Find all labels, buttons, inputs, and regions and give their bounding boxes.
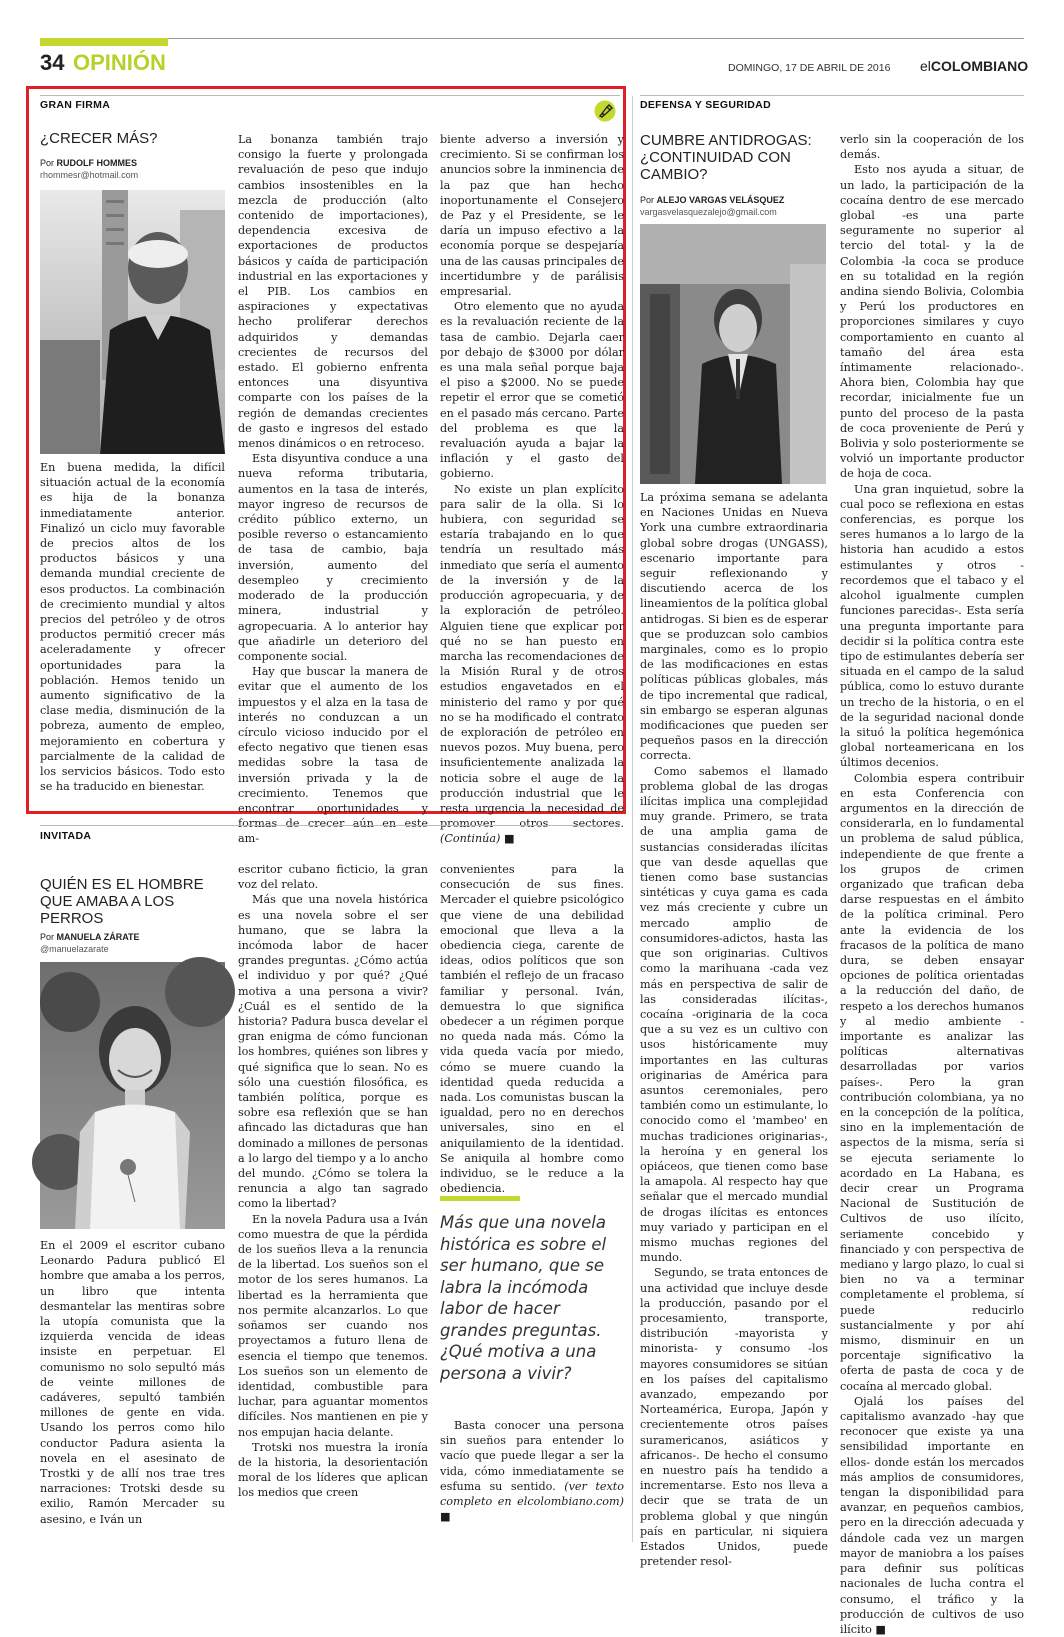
article-column-3-end xyxy=(440,1418,624,1538)
author-name: MANUELA ZÁRATE xyxy=(56,932,140,942)
section-rule xyxy=(640,95,1024,96)
section-rule xyxy=(40,95,620,96)
article-title: CUMBRE ANTIDROGAS: ¿CONTINUIDAD CON CAMBIO? xyxy=(640,132,812,183)
author-name: ALEJO VARGAS VELÁSQUEZ xyxy=(656,195,785,205)
paragraph xyxy=(440,482,624,847)
paragraph: La próxima semana se adelanta en Naciones Unidas en Nueva York una cumbre extraordinaria global sobre drogas (UNGASS), escenario importante para seguir reflexionando y discutiendo acerca de los lineamientos de la política global antidrogas. Si bien es de esperar que se produzcan solo cambios marginales, como es lo propio de las modificaciones en estas políticas públicas globales, más de tipo incremental que radical, sin embargo se esperan algunas modificaciones que pueden ser pequeños pasos en la dirección correcta. xyxy=(640,491,828,763)
full-text-link[interactable]: (ver texto completo en elcolombiano.com) xyxy=(440,1479,624,1509)
paragraph: Una gran inquietud, sobre la cual poco se reflexiona en estas conferencias, es porque los seres humanos a lo largo de la historia han acudido a estos estimulantes y otros -recordemos que el tabaco y el alcohol igualmente cumplen funciones parecidas-. Esta sería una pregunta importante para decidir si la política contra este tipo de estimulantes debería ser situada en el campo de la salud pública, como lo estuvo durante un trecho de la historia, o en el de la seguridad nacional donde la situó la política hegemónica global norteamericana en los últimos decenios. xyxy=(840,482,1024,770)
byline xyxy=(40,158,137,169)
article-column-1 xyxy=(40,460,225,808)
end-mark: ■ xyxy=(440,1510,451,1524)
masthead-prefix: el xyxy=(920,58,931,74)
author-email: vargasvelasquezalejo@gmail.com xyxy=(640,207,777,217)
paragraph: En el 2009 el escritor cubano Leonardo Padura publicó El hombre que amaba a los perros, un libro que intenta desmantelar las mentiras sobre la utopía comunista que la izquierda vencida de ideas insiste en perpetuar. El comunismo no solo sepultó más de veinte millones de cadáveres, sepultó también millones de gente en vida. Usando los perros como hilo conductor Padura asienta la novela en el asesinato de Trostki y de allí nos trae tres narraciones: Trotski desde su exilio, Ramón Mercader su asesino, e Iván un xyxy=(40,1239,225,1526)
author-photo xyxy=(40,190,225,454)
paragraph: escritor cubano ficticio, la gran voz del relato. xyxy=(238,863,428,892)
section-rule xyxy=(40,825,620,826)
masthead-name: COLOMBIANO xyxy=(930,58,1029,74)
article-title: QUIÉN ES EL HOMBRE QUE AMABA A LOS PERROS xyxy=(40,876,204,927)
author-handle: @manuelazarate xyxy=(40,944,109,954)
paragraph: Esto nos ayuda a situar, de un lado, la participación de la cocaína dentro de ese mercado global -es una parte seguramente no superior al tercio del total- y la de Colombia -la coca se produce en su totalidad en la región andina siendo Bolivia, Colombia y Perú los productores en proporciones similares y cuyo comportamiento en cuanto al tamaño del área esta íntimamente relacionado-. Ahora bien, Colombia hay que recordar, inicialmente fue un punto del proceso de la pasta de coca proveniente de Perú y Bolivia y solo posteriormente se volvió un importante productor de hoja de coca. xyxy=(840,163,1024,481)
author-name: RUDOLF HOMMES xyxy=(56,158,138,168)
article-column-3 xyxy=(440,862,624,1196)
byline-prefix: Por xyxy=(40,932,55,942)
byline xyxy=(40,932,140,943)
dateline: DOMINGO, 17 DE ABRIL DE 2016 xyxy=(728,62,891,74)
paragraph: Otro elemento que no ayuda es la revaluación reciente de la tasa de cambio. Dejarla caer por debajo de $3000 por dólar es una mala señal porque baja el piso a $2000. No se puede repetir el error que se cometió en el pasado más cercano. Parte del problema es que la revaluación ayuda a bajar la inflación y el gasto del gobierno. xyxy=(440,300,624,481)
byline xyxy=(640,195,784,206)
paragraph: convenientes para la consecución de sus fines. Mercader el quiebre psicológico que viene de una debilidad emocional que lleva a la obediencia ciega, carente de ideas, odios políticos que son también el reflejo de un fracaso familiar y personal. Iván, demuestra lo que significa obedecer a un régimen porque no queda nada más. Cómo la vida queda vacía por miedo, cómo se muere cuando la identidad queda reducida a nada. Los comunistas buscan la igualdad, pero no en derechos universales, sino en el aniquilamiento de la identidad. Se aniquila al hombre como individuo, se le reduce a la obediencia. xyxy=(440,863,624,1196)
section-label-invitada: INVITADA xyxy=(40,830,92,842)
paragraph: En buena medida, la difícil situación actual de la economía es hija de la bonanza inmediatamente anterior. Finalizó un ciclo muy favorable de precios altos de los productos básicos y una demanda mundial creciente de esos productos. La combinación de crecimiento mundial y altos precios del petróleo y de otros productos permitió crecer más aceleradamente y ofrecer oportunidades para la población. Hemos tenido un aumento significativo de la clase media, disminución de la pobreza, aumento de empleo, mejoramiento en cobertura y parcialmente de la calidad de los servicios básicos. Todo esto se ha traducido en bienestar. xyxy=(40,461,225,794)
article-column-1 xyxy=(640,490,828,1569)
end-mark: ■ xyxy=(503,832,515,846)
paragraph-text: Ojalá los países del capitalismo avanzado -hay que reconocer que existe ya una sensibilidad importante en ellos- donde están los mercados más amplios de consumidores, tengan la disponibilidad para avanzar, en pequeños cambios, pero en la dirección adecuada y dándole cada vez un margen mayor de maniobra a los países para definir sus políticas nacionales de lucha contra el consumo, el tráfico y la producción de cultivos de uso ilícito xyxy=(840,1394,1024,1636)
article-title: ¿CRECER MÁS? xyxy=(40,130,158,147)
paragraph: verlo sin la cooperación de los demás. xyxy=(840,133,1024,162)
paragraph-text: Basta conocer una persona sin sueños para entender lo vacío que puede llegar a ser la vida, cómo inmediatamente se esfuma su sentido. xyxy=(440,1419,624,1493)
masthead-logo xyxy=(920,58,1028,74)
paragraph: Esta disyuntiva conduce a una nueva reforma tributaria, aumentos en la tasa de interés, mayor ingreso de recursos de crédito público externo, un posible reverso o estancamiento de tasa de cambio, baja inversión, aumento del desempleo y crecimiento moderado de la producción minera, industrial y agropecuaria. A lo anterior hay que añadirle un deterioro del componente social. xyxy=(238,452,428,663)
paragraph: Segundo, se trata entonces de una actividad que incluye desde la producción, pasando por el procesamiento, transporte, distribución -mayorista y minorista- y consumo -los mayores consumidores se sitúan en los países del capitalismo avanzado, empezando por Norteamérica, Europa, Japón y crecientemente otros países suramericanos, asiáticos y africanos-. De hecho el consumo en nuestro país ha tendido a incrementarse. Esto nos lleva a decir que se trata de un problema global y que ningún país en particular, ni siquiera Estados Unidos, puede pretender resol- xyxy=(640,1266,828,1569)
author-photo xyxy=(640,224,826,484)
page-number: 34 xyxy=(40,50,65,75)
top-rule xyxy=(40,38,1024,39)
byline-prefix: Por xyxy=(40,158,55,168)
paragraph: Colombia espera contribuir en esta Conferencia con argumentos en la dirección de considerarla, en lo fundamental un problema de salud pública, independiente de que frente a los grupos de crimen organizado que trafican deba darse respuestas en el ámbito de la política criminal. Pero ante la evidencia de los fracasos de la política de mano dura, se deben ensayar opciones de política orientadas a la reducción del daño, de respeto a los derechos humanos y al medio ambiente -importante es analizar las políticas alternativas desarrolladas por varios países-. Pero la gran contribución colombiana, ya no en la concepción de la política, sino en la implementación de aspectos de la misma, sería si se ejecuta seriamente lo acordado en La Habana, es decir crear un Programa Nacional de Sustitución de Cultivos de uso ilícito, seriamente concebido y financiado y con perspectiva de mediano y largo plazo, lo cual si bien no va a terminar completamente el problema, sí puede reducirlo sustancialmente y por ahí mismo, disminuir en un porcentaje significativo la oferta de pasta de coca y de cocaína al mercado global. xyxy=(840,771,1024,1393)
section-color-tab xyxy=(40,38,168,46)
end-mark: ■ xyxy=(875,1622,886,1636)
author-email: rhommesr@hotmail.com xyxy=(40,170,139,180)
author-photo xyxy=(40,962,225,1229)
article-column-2 xyxy=(238,132,428,846)
byline-prefix: Por xyxy=(640,195,655,205)
pullquote-accent xyxy=(440,1196,520,1201)
section-label-gran-firma: GRAN FIRMA xyxy=(40,99,111,111)
paragraph-text: No existe un plan explícito para salir de la olla. Si lo hubiera, con seguridad se estaría trabajando en lo que tendría un resultado más inmediato que sería el aumento de la inversión y de la producción agropecuaria, y de la exploración de petróleo. Alguien tiene que explicar por qué no se han puesto en marcha las recomendaciones de la Misión Rural y de otros estudios engavetados en el ministerio del ramo y por qué no se ha modificado el contrato de exploración de petróleo en nuevos pozos. Muy buena, pero insuficientemente analizada la noticia sobre el auge de la producción industrial que le resta urgencia la necesidad de promover otros sectores. xyxy=(440,482,624,831)
paragraph: biente adverso a inversión y crecimiento. Si se confirman los anuncios sobre la inminencia de la paz que han hecho inoportunamente el Consejero de Paz y el Presidente, se le daría un impuso efectivo a la economía porque se despejaría una de las causas principales de incertidumbre y de parálisis empresarial. xyxy=(440,133,624,299)
article-column-3 xyxy=(440,132,624,846)
paragraph: Como sabemos el llamado problema global de las drogas ilícitas implica una complejidad muy grande. Primero, se trata de una amplia gama de sustancias consideradas ilícitas que van desde aquellas que tienen como base sustancias sintéticas y cuya gama es cada vez más creciente y cubre un mercado amplio de consumidores-adictos, hasta las que son originarias. Cultivos como la marihuana -cada vez más en perspectiva de salir de las consideradas ilícitas-, cocaína -originaria de la coca que a su vez es un cultivo con usos históricamente muy importantes en las culturas originarias de América para asuntos ceremoniales, pero también como un estimulante, lo conocido como el 'mambeo' en muchas tradiciones originarias-, la heroína y en general los opiáceos, que tienen como base la amapola. Al respecto hay que señalar que el mercado mundial de drogas ilícitas es entonces muy variado y participan en el mismo muchas regiones del mundo. xyxy=(640,764,828,1265)
paragraph xyxy=(440,1418,624,1524)
pen-nib-icon xyxy=(594,100,616,122)
section-title: OPINIÓN xyxy=(73,50,166,75)
article-column-1 xyxy=(40,1238,225,1538)
paragraph: La bonanza también trajo consigo la fuerte y prolongada revaluación de peso que indujo cambios insostenibles en la mezcla de producción (alto contenido de importaciones), dependencia excesiva de exportaciones de productos básicos y caída de participación industrial en las exportaciones y el PIB. Los cambios en aspiraciones y expectativas hecho proliferar derechos adquiridos y demandas crecientes de recursos del estado. El gobierno enfrenta entonces una disyuntiva comparte con los países de la región de demandas crecientes de gasto e ingresos del estado menos dinámicos o en retroceso. xyxy=(238,133,428,451)
paragraph: En la novela Padura usa a Iván como muestra de que la pérdida de los sueños lleva a la renuncia de la libertad. Los sueños son el motor de los seres humanos. La libertad es la herramienta que nos permite alcanzarlos. Lo que soñamos ser cuando nos proyectamos a futuro llena de esencia el tiempo que tenemos. Los sueños son un elemento de identidad, combustible para luchar, para aguantar momentos difíciles. Nos mantienen en pie y nos empujan hacia delante. xyxy=(238,1212,428,1439)
paragraph: Hay que buscar la manera de evitar que el aumento de los impuestos y el alza en la tasa de interés no conduzcan a un círculo vicioso inducido por el efecto negativo que tienen esas medidas sobre la tasa de inversión privada y la de crecimiento. Tenemos que encontrar oportunidades y formas de crecer aún en este am- xyxy=(238,665,428,846)
column-divider xyxy=(632,96,633,1542)
paragraph: Trotski nos muestra la ironía de la historia, la desorientación moral de los líderes que aplican los medios que creen xyxy=(238,1440,428,1500)
article-column-2 xyxy=(238,862,428,1538)
continua-note: (Continúa) xyxy=(440,832,501,846)
paragraph: Más que una novela histórica es una novela sobre el ser humano, que se labra la incómoda labor de hacer grandes preguntas. ¿Cómo actúa el individuo y por qué? ¿Qué motiva a una persona a vivir? ¿Cuál es el sentido de la historia? Padura busca develar el gran enigma de cómo funcionan los hombres, quiénes son libres y qué significa que lo sean. No es sólo una cuestión filosófica, es también política, porque es sobre esa reflexión que se han afincado las dictaduras que han dominado a millones de personas a lo largo del tiempo y a lo ancho del mundo. ¿Cómo se tolera la renuncia a algo tan sagrado como la libertad? xyxy=(238,893,428,1211)
paragraph xyxy=(840,1394,1024,1637)
article-column-2 xyxy=(840,132,1024,1636)
section-label-defensa: DEFENSA Y SEGURIDAD xyxy=(640,99,771,111)
pullquote: Más que una novela histórica es sobre el ser humano, que se labra la incómoda labor de hacer grandes preguntas. ¿Qué motiva a una persona a vivir? xyxy=(440,1213,607,1383)
